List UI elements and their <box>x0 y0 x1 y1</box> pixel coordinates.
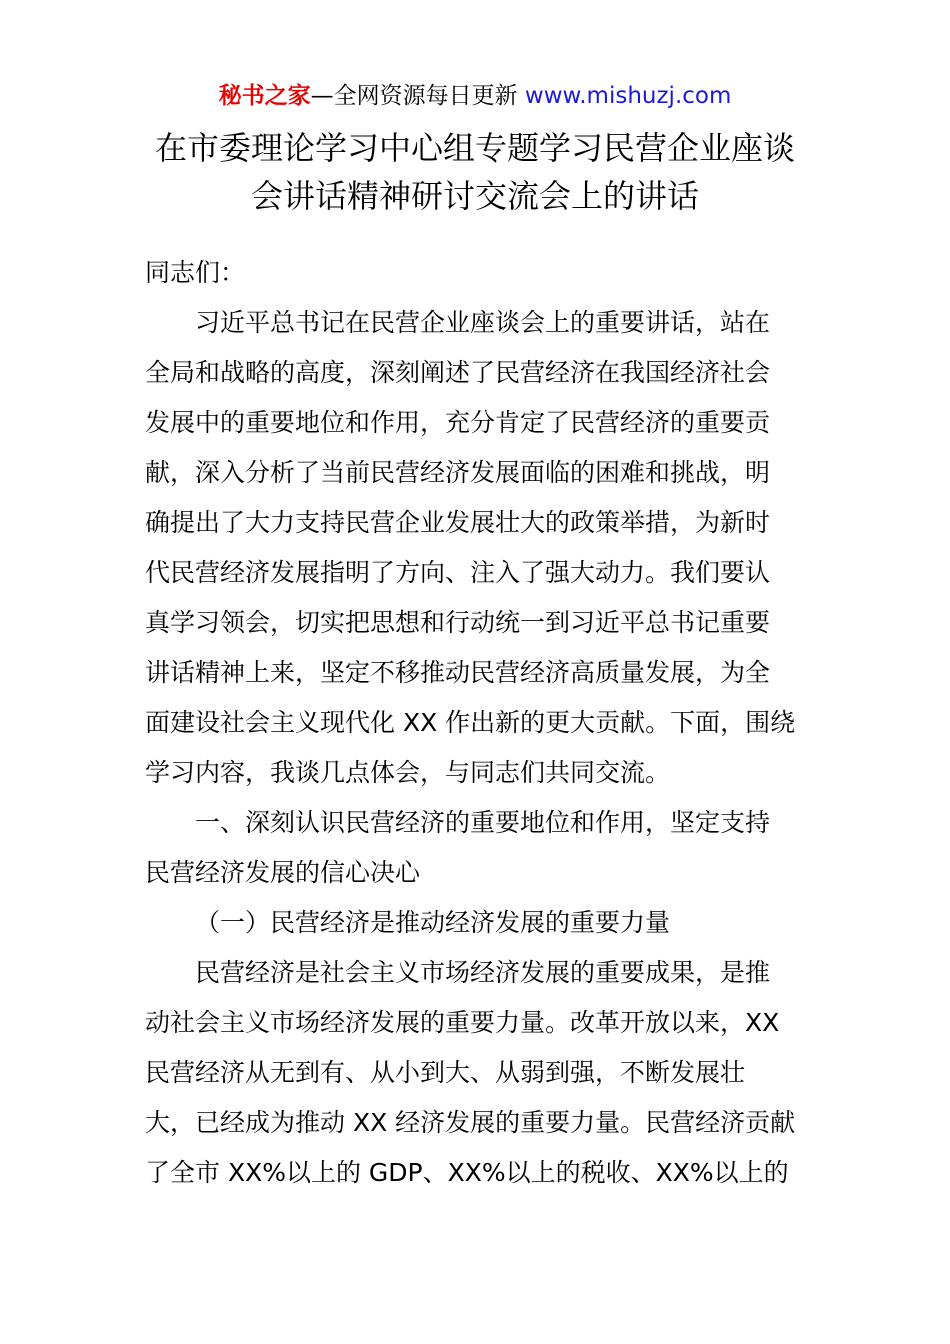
paragraph-line: 讲话精神上来，坚定不移推动民营经济高质量发展，为全 <box>145 658 771 687</box>
site-header <box>0 78 950 114</box>
paragraph-line: 真学习领会，切实把思想和行动统一到习近平总书记重要 <box>145 608 771 637</box>
paragraph-line: 面建设社会主义现代化 XX 作出新的更大贡献。下面，围绕 <box>145 708 796 737</box>
site-tagline: —全网资源每日更新 <box>310 83 525 109</box>
paragraph-line: 动社会主义市场经济发展的重要力量。改革开放以来，XX <box>145 1008 780 1037</box>
paragraph-line: 确提出了大力支持民营企业发展壮大的政策举措，为新时 <box>145 508 771 537</box>
paragraph-line: 全局和战略的高度，深刻阐述了民营经济在我国经济社会 <box>145 358 771 387</box>
title-line-2: 会讲话精神研讨交流会上的讲话 <box>250 177 699 215</box>
paragraph-line: 发展中的重要地位和作用，充分肯定了民营经济的重要贡 <box>145 408 771 437</box>
section-heading-line: 民营经济发展的信心决心 <box>145 858 421 887</box>
paragraph-line: 习近平总书记在民营企业座谈会上的重要讲话，站在 <box>195 308 771 337</box>
site-url-link[interactable]: www.mishuzj.com <box>524 83 732 109</box>
salutation: 同志们： <box>145 258 246 287</box>
title-line-1: 在市委理论学习中心组专题学习民营企业座谈 <box>154 129 795 167</box>
section-heading-line: 一、深刻认识民营经济的重要地位和作用，坚定支持 <box>195 808 771 837</box>
paragraph-line: 民营经济是社会主义市场经济发展的重要成果，是推 <box>195 958 771 987</box>
paragraph-line: 民营经济从无到有、从小到大、从弱到强，不断发展壮 <box>145 1058 746 1087</box>
paragraph-line: 大，已经成为推动 XX 经济发展的重要力量。民营经济贡献 <box>145 1108 796 1137</box>
document-title <box>0 124 950 220</box>
paragraph-line: 了全市 XX%以上的 GDP、XX%以上的税收、XX%以上的 <box>145 1158 789 1187</box>
paragraph-line: 献，深入分析了当前民营经济发展面临的困难和挑战，明 <box>145 458 771 487</box>
subsection-heading: （一）民营经济是推动经济发展的重要力量 <box>195 908 671 937</box>
document-body <box>145 248 810 1198</box>
site-name: 秘书之家 <box>218 83 311 109</box>
paragraph-line: 学习内容，我谈几点体会，与同志们共同交流。 <box>145 758 671 787</box>
paragraph-line: 代民营经济发展指明了方向、注入了强大动力。我们要认 <box>145 558 771 587</box>
